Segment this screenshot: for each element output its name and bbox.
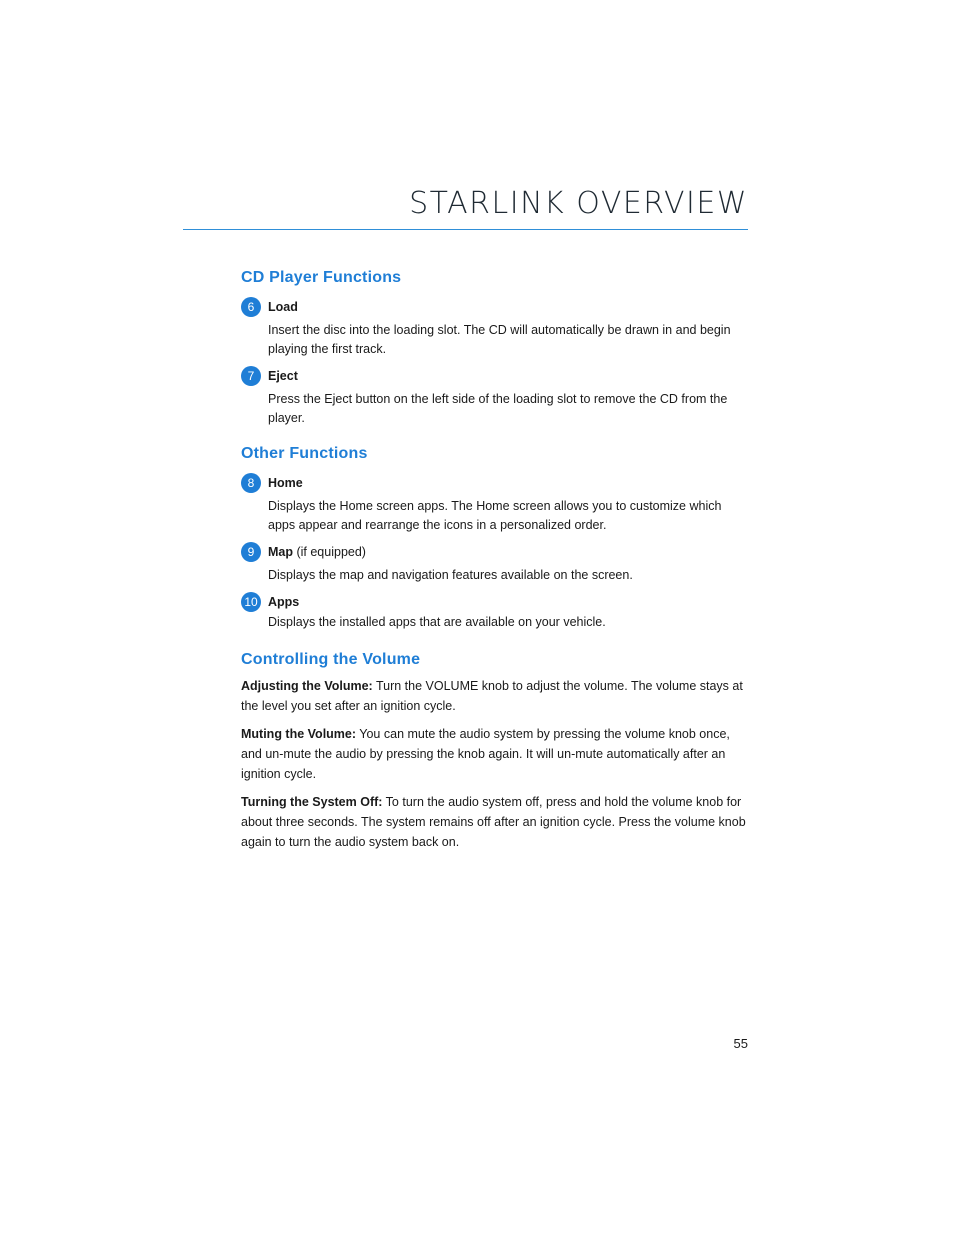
item-title: Apps xyxy=(268,595,300,609)
paragraph-term: Adjusting the Volume: xyxy=(241,679,373,693)
item-description: Displays the Home screen apps. The Home screen allows you to customize which apps appear and rearrange the icons in a personalized order. xyxy=(268,499,722,532)
paragraph-text: To turn the audio system off, press and hold the volume knob for about three seconds. The system remains off after an ignition cycle. Press the volume knob again to turn the audio system back on. xyxy=(241,795,746,849)
item-description: Insert the disc into the loading slot. The CD will automatically be drawn in and begin playing the first track. xyxy=(268,323,731,356)
paragraph-adjusting-volume xyxy=(241,676,751,716)
item-qualifier: (if equipped) xyxy=(293,545,366,559)
item-description: Press the Eject button on the left side of the loading slot to remove the CD from the player. xyxy=(268,392,728,425)
paragraph-text: Turn the VOLUME knob to adjust the volume. The volume stays at the level you set after an ignition cycle. xyxy=(241,679,743,713)
section-heading-controlling-volume: Controlling the Volume xyxy=(241,651,421,668)
item-title xyxy=(268,539,751,565)
paragraph-term: Turning the System Off: xyxy=(241,795,383,809)
number-badge: 10 xyxy=(241,592,261,612)
item-description: Displays the map and navigation features available on the screen. xyxy=(268,568,633,582)
item-title: Home xyxy=(268,476,303,490)
item-title: Eject xyxy=(268,369,298,383)
section-heading-cd-player: CD Player Functions xyxy=(241,269,402,286)
number-badge: 9 xyxy=(241,542,261,562)
item-title: Load xyxy=(268,300,298,314)
item-description: Displays the installed apps that are available on your vehicle. xyxy=(268,615,606,629)
list-item-map xyxy=(241,539,751,585)
paragraph-muting-volume xyxy=(241,724,751,784)
page-number: 55 xyxy=(733,1036,748,1051)
list-item-load xyxy=(241,294,751,359)
page-content xyxy=(241,264,751,852)
header-rule xyxy=(183,229,748,230)
paragraph-text: You can mute the audio system by pressing the volume knob once, and un-mute the audio by pressing the knob again. It will un-mute automatically after an ignition cycle. xyxy=(241,727,730,781)
page-header-title: STARLINK OVERVIEW xyxy=(409,186,748,221)
number-badge: 7 xyxy=(241,366,261,386)
section-heading-other-functions: Other Functions xyxy=(241,445,368,462)
number-badge: 6 xyxy=(241,297,261,317)
item-title-text: Map xyxy=(268,545,293,559)
list-item-apps xyxy=(241,589,751,632)
paragraph-term: Muting the Volume: xyxy=(241,727,357,741)
paragraph-turning-system-off xyxy=(241,792,751,852)
list-item-eject xyxy=(241,363,751,428)
number-badge: 8 xyxy=(241,473,261,493)
list-item-home xyxy=(241,470,751,535)
